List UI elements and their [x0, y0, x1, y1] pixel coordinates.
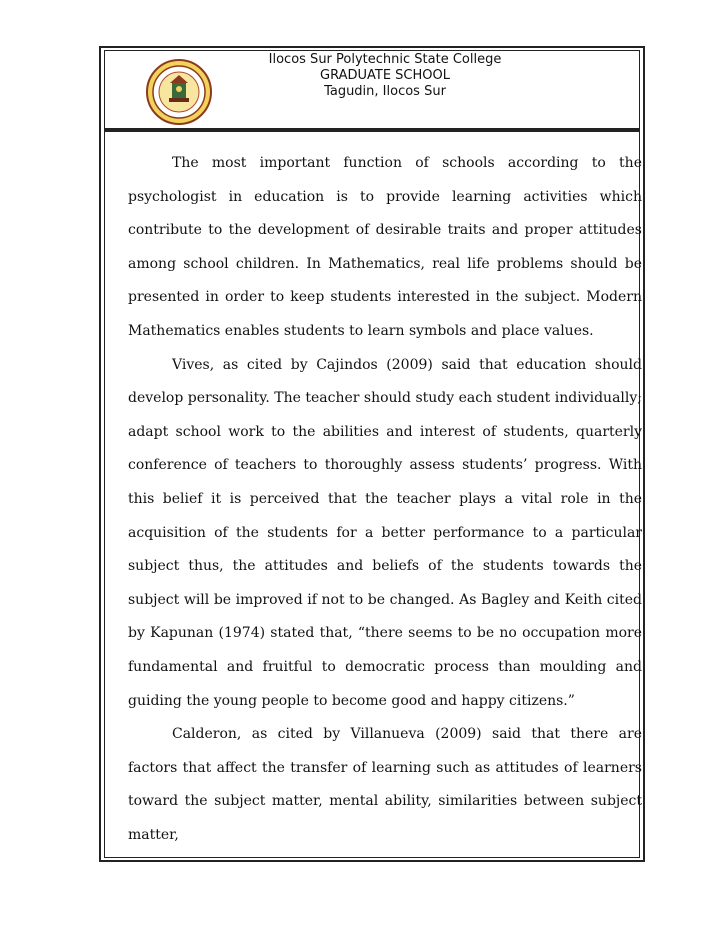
school-name: GRADUATE SCHOOL	[320, 68, 450, 83]
paragraph: Calderon, as cited by Villanueva (2009) said that there are factors that affect the transfer of learning such as attitudes of learners toward the subject matter, mental ability, similarities between subject matter,	[128, 726, 642, 843]
header-block	[230, 52, 540, 100]
document-body	[128, 147, 642, 852]
paragraph: Vives, as cited by Cajindos (2009) said that education should develop personality. The teacher should study each student individually; adapt school work to the abilities and interest of students, quarterly conference of teachers to thoroughly assess students’ progress. With this belief it is perceived that the teacher plays a vital role in the acquisition of the students for a better performance to a particular subject thus, the attitudes and beliefs of the students towards the subject will be improved if not to be changed. As Bagley and Keith cited by Kapunan (1974) stated that, “there seems to be no occupation more fundamental and fruitful to democratic process than moulding and guiding the young people to become good and happy citizens.”	[128, 356, 642, 709]
header-divider	[104, 128, 640, 132]
paragraph: The most important function of schools according to the psychologist in education is to provide learning activities which contribute to the development of desirable traits and proper attitudes among school children. In Mathematics, real life problems should be presented in order to keep students interested in the subject. Modern Mathematics enables students to learn symbols and place values.	[128, 155, 642, 339]
institution-name: Ilocos Sur Polytechnic State College	[268, 52, 502, 67]
college-seal-icon	[145, 58, 213, 126]
school-location: Tagudin, Ilocos Sur	[324, 84, 446, 99]
